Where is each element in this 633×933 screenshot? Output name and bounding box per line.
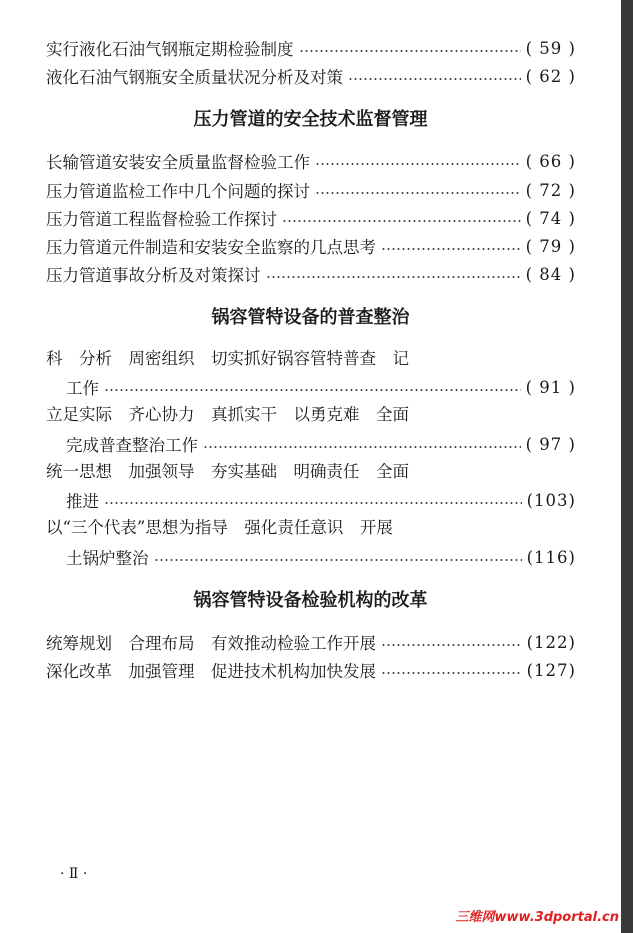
- entry-title-line1[interactable]: 以“三个代表”思想为指导 强化责任意识 开展: [46, 518, 393, 537]
- section-heading: 锅容管特设备的普查整治: [211, 307, 410, 328]
- dot-leader: [203, 446, 521, 448]
- dot-leader: [154, 559, 522, 561]
- toc-entry[interactable]: [46, 629, 576, 655]
- entry-page: ( 74 ): [525, 208, 576, 228]
- entry-page: (122): [526, 632, 576, 652]
- toc-entry[interactable]: [46, 148, 576, 174]
- entry-page: ( 62 ): [525, 66, 576, 86]
- dot-leader: [299, 50, 521, 52]
- entry-page: (127): [526, 660, 576, 680]
- entry-page: ( 59 ): [525, 38, 576, 58]
- entry-title: 压力管道元件制造和安装安全监察的几点思考: [46, 238, 376, 257]
- entry-title: 液化石油气钢瓶安全质量状况分析及对策: [46, 68, 343, 87]
- dot-leader: [315, 192, 521, 194]
- entry-title: 压力管道事故分析及对策探讨: [46, 266, 261, 285]
- entry-page: ( 84 ): [525, 264, 576, 284]
- section-heading: 锅容管特设备检验机构的改革: [193, 590, 428, 611]
- entry-page: (103): [526, 490, 576, 510]
- toc-entry[interactable]: [46, 233, 576, 259]
- entry-page: ( 72 ): [525, 180, 576, 200]
- page-number: · Ⅱ ·: [60, 866, 88, 882]
- toc-entry[interactable]: [46, 35, 576, 61]
- toc-entry[interactable]: [46, 63, 576, 89]
- toc-entry[interactable]: [46, 261, 576, 287]
- entry-title: 实行液化石油气钢瓶定期检验制度: [46, 40, 294, 59]
- dot-leader: [381, 248, 521, 250]
- dot-leader: [104, 502, 522, 504]
- entry-title-line1[interactable]: 统一思想 加强领导 夯实基础 明确责任 全面: [46, 462, 409, 481]
- entry-page: (116): [526, 547, 576, 567]
- page-edge: [621, 0, 633, 933]
- section-heading: 压力管道的安全技术监督管理: [193, 109, 428, 130]
- dot-leader: [104, 389, 521, 391]
- dot-leader: [282, 220, 521, 222]
- entry-title-line1[interactable]: 立足实际 齐心协力 真抓实干 以勇克难 全面: [46, 405, 409, 424]
- toc-entry[interactable]: [66, 374, 576, 400]
- entry-title: 压力管道监检工作中几个问题的探讨: [46, 182, 310, 201]
- dot-leader: [348, 78, 521, 80]
- entry-page: ( 91 ): [525, 377, 576, 397]
- toc-entry[interactable]: [66, 431, 576, 457]
- entry-title-line2: 推进: [66, 492, 99, 511]
- entry-title-line2: 工作: [66, 379, 99, 398]
- toc-entry[interactable]: [46, 205, 576, 231]
- entry-title-line2: 土锅炉整治: [66, 549, 149, 568]
- dot-leader: [315, 163, 521, 165]
- entry-title: 深化改革 加强管理 促进技术机构加快发展: [46, 662, 376, 681]
- dot-leader: [381, 644, 522, 646]
- entry-title-line1[interactable]: 科 分析 周密组织 切实抓好锅容管特普查 记: [46, 349, 409, 368]
- entry-title-line2: 完成普查整治工作: [66, 436, 198, 455]
- toc-entry[interactable]: [46, 177, 576, 203]
- entry-title: 统筹规划 合理布局 有效推动检验工作开展: [46, 634, 376, 653]
- toc-entry[interactable]: [66, 544, 576, 570]
- watermark: 三维网www.3dportal.cn: [455, 910, 619, 925]
- toc-entry[interactable]: [66, 487, 576, 513]
- entry-title: 长输管道安装安全质量监督检验工作: [46, 153, 310, 172]
- entry-page: ( 66 ): [525, 151, 576, 171]
- entry-page: ( 97 ): [525, 434, 576, 454]
- dot-leader: [381, 672, 522, 674]
- entry-title: 压力管道工程监督检验工作探讨: [46, 210, 277, 229]
- dot-leader: [266, 276, 521, 278]
- toc-entry[interactable]: [46, 657, 576, 683]
- entry-page: ( 79 ): [525, 236, 576, 256]
